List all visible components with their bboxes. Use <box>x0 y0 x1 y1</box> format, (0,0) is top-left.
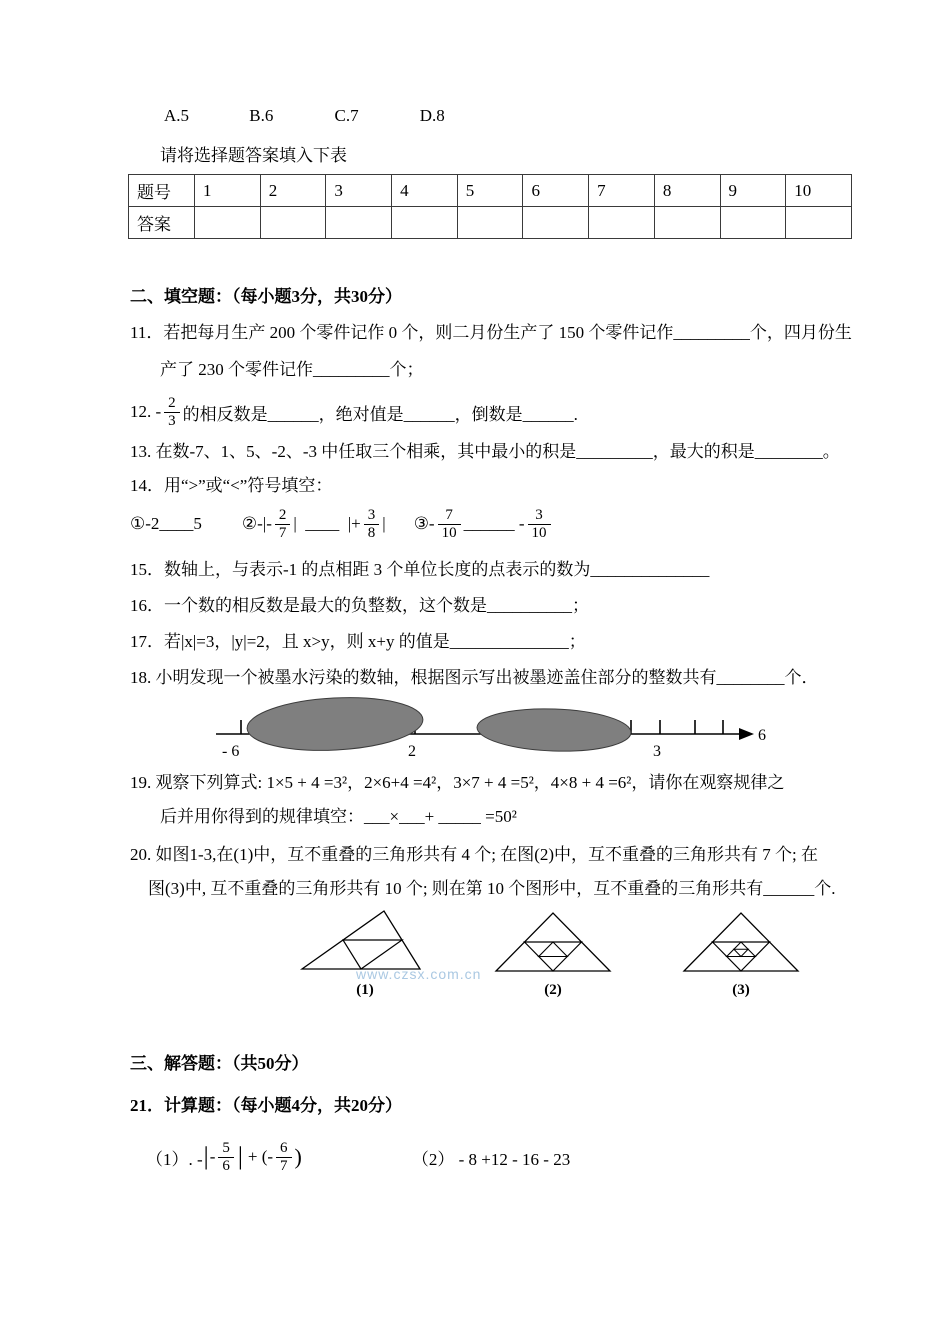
table-header-cell: 5 <box>457 175 523 207</box>
section3-heading: 三、解答题：（共50分） <box>130 1054 309 1073</box>
table-answer-cell <box>654 207 720 239</box>
figure-label-1: (1) <box>356 982 374 998</box>
question-20-line2: 图(3)中, 互不重叠的三角形共有 10 个; 则在第 10 个图形中，互不重叠的三角形共有______个. <box>148 879 836 898</box>
triangle-figure-2 <box>488 909 618 1000</box>
inner-triangle-3 <box>734 949 748 956</box>
question-11-line2: 产了 230 个零件记作_________个； <box>160 360 424 379</box>
number-line-svg <box>208 694 778 766</box>
table-header-cell: 7 <box>589 175 655 207</box>
table-header-cell: 8 <box>654 175 720 207</box>
ink-blot-1 <box>246 694 424 755</box>
q14-part2-end: | <box>382 514 386 533</box>
answer-table <box>128 174 852 239</box>
table-answer-cell <box>457 207 523 239</box>
inner-triangle <box>343 940 402 969</box>
table-row <box>129 207 852 239</box>
answer-table-intro: 请将选择题答案填入下表 <box>160 146 347 165</box>
axis-label: - 6 <box>222 743 240 760</box>
fraction-5-6: $\frac{5}{6}$ <box>218 1140 234 1174</box>
table-header-cell: 9 <box>720 175 786 207</box>
table-answer-cell <box>392 207 458 239</box>
table-header-cell: 2 <box>260 175 326 207</box>
question-13: 13. 在数-7、1、5、-2、-3 中任取三个相乘，其中最小的积是_________，最大的积是________。 <box>130 442 840 461</box>
q14-part2-mid: | ____ |+ <box>293 514 361 533</box>
question-17: 17．若|x|=3，|y|=2，且 x>y，则 x+y 的值是______________； <box>130 632 586 651</box>
question-14-parts <box>130 504 858 544</box>
abs-bar-open: | <box>203 1143 209 1170</box>
axis-label: 6 <box>758 727 766 744</box>
triangle-figure-1 <box>300 909 430 1000</box>
q12-prefix: 12. - <box>130 402 162 421</box>
q21-1-pre: （1）. - <box>146 1149 203 1169</box>
q14-part3-mid: ______ - <box>463 514 525 533</box>
triangle-figures-row <box>300 909 858 1000</box>
q21-1-neg: - <box>209 1147 216 1166</box>
table-answer-cell <box>589 207 655 239</box>
figure-label-3: (3) <box>732 982 750 998</box>
question-19-line2: 后并用你得到的规律填空：___×___+ _____ =50² <box>160 807 517 826</box>
fraction-7-10: $\frac{7}{10}$ <box>438 507 461 541</box>
paren-close: ) <box>294 1144 302 1169</box>
table-header-cell: 3 <box>326 175 392 207</box>
option-b: B.6 <box>249 106 274 125</box>
q14-part3-pre: ③- <box>413 514 435 533</box>
inner-triangle-2 <box>539 942 568 957</box>
choice-options-line <box>164 104 858 128</box>
table-answer-cell <box>326 207 392 239</box>
question-11-line1: 11．若把每月生产 200 个零件记作 0 个，则二月份生产了 150 个零件记作_________个，四月份生 <box>130 323 852 342</box>
option-c: C.7 <box>334 106 359 125</box>
table-answer-cell <box>523 207 589 239</box>
question-18: 18. 小明发现一个被墨水污染的数轴，根据图示写出被墨迹盖住部分的整数共有________个． <box>130 668 819 687</box>
option-d: D.8 <box>419 106 445 125</box>
number-line-figure <box>208 694 858 771</box>
triangle-svg-3 <box>676 909 806 975</box>
fraction-6-7: $\frac{6}{7}$ <box>276 1140 292 1174</box>
ink-blot-2 <box>476 706 631 753</box>
question-16: 16．一个数的相反数是最大的负整数，这个数是__________； <box>130 596 589 615</box>
fraction-3-8: $\frac{3}{8}$ <box>364 507 380 541</box>
table-answer-cell <box>195 207 261 239</box>
question-20-line1: 20. 如图1-3,在(1)中，互不重叠的三角形共有 4 个; 在图(2)中，互不重叠的三角形共有 7 个; 在 <box>130 845 819 864</box>
table-header-cell: 6 <box>523 175 589 207</box>
fraction-2-3: $\frac{2}{3}$ <box>164 395 180 429</box>
table-answer-cell <box>786 207 852 239</box>
fraction-3-10: $\frac{3}{10}$ <box>528 507 551 541</box>
axis-arrow <box>739 728 754 740</box>
table-header-cell: 4 <box>392 175 458 207</box>
q14-part1: ①-2____5 <box>130 514 202 533</box>
fraction-2-7: $\frac{2}{7}$ <box>275 507 291 541</box>
table-header-cell: 10 <box>786 175 852 207</box>
table-header-cell: 题号 <box>129 175 195 207</box>
q21-1-mid: + (- <box>247 1147 274 1166</box>
question-14-intro: 14．用“>”或“<”符号填空： <box>130 476 333 495</box>
table-answer-label: 答案 <box>129 207 195 239</box>
figure-label-2: (2) <box>544 982 562 998</box>
question-15: 15．数轴上，与表示-1 的点相距 3 个单位长度的点表示的数为______________ <box>130 560 710 579</box>
table-answer-cell <box>720 207 786 239</box>
axis-label: 3 <box>653 743 661 760</box>
table-answer-cell <box>260 207 326 239</box>
question-19-line1: 19. 观察下列算式: 1×5 + 4 =3²，2×6+4 =4²，3×7 + 4 =5²，4×8 + 4 =6²，请你在观察规律之 <box>130 773 785 792</box>
q12-suffix: 的相反数是______，绝对值是______，倒数是______. <box>182 404 578 424</box>
question-21-heading: 21．计算题：（每小题4分，共20分） <box>130 1096 402 1115</box>
abs-bar-close: | <box>237 1143 243 1170</box>
question-12 <box>130 392 858 432</box>
triangle-figure-3 <box>676 909 806 1000</box>
question-21-items <box>130 1134 858 1180</box>
q14-part2-pre: ②-|- <box>241 514 272 533</box>
option-a: A.5 <box>164 106 190 125</box>
table-header-cell: 1 <box>195 175 261 207</box>
table-row <box>129 175 852 207</box>
section2-heading: 二、填空题：（每小题3分，共30分） <box>130 287 402 306</box>
q21-2: （2） - 8 +12 - 16 - 23 <box>411 1149 571 1169</box>
triangle-svg-2 <box>488 909 618 975</box>
watermark: www.czsx.com.cn <box>356 966 482 982</box>
axis-label: 2 <box>408 743 416 760</box>
